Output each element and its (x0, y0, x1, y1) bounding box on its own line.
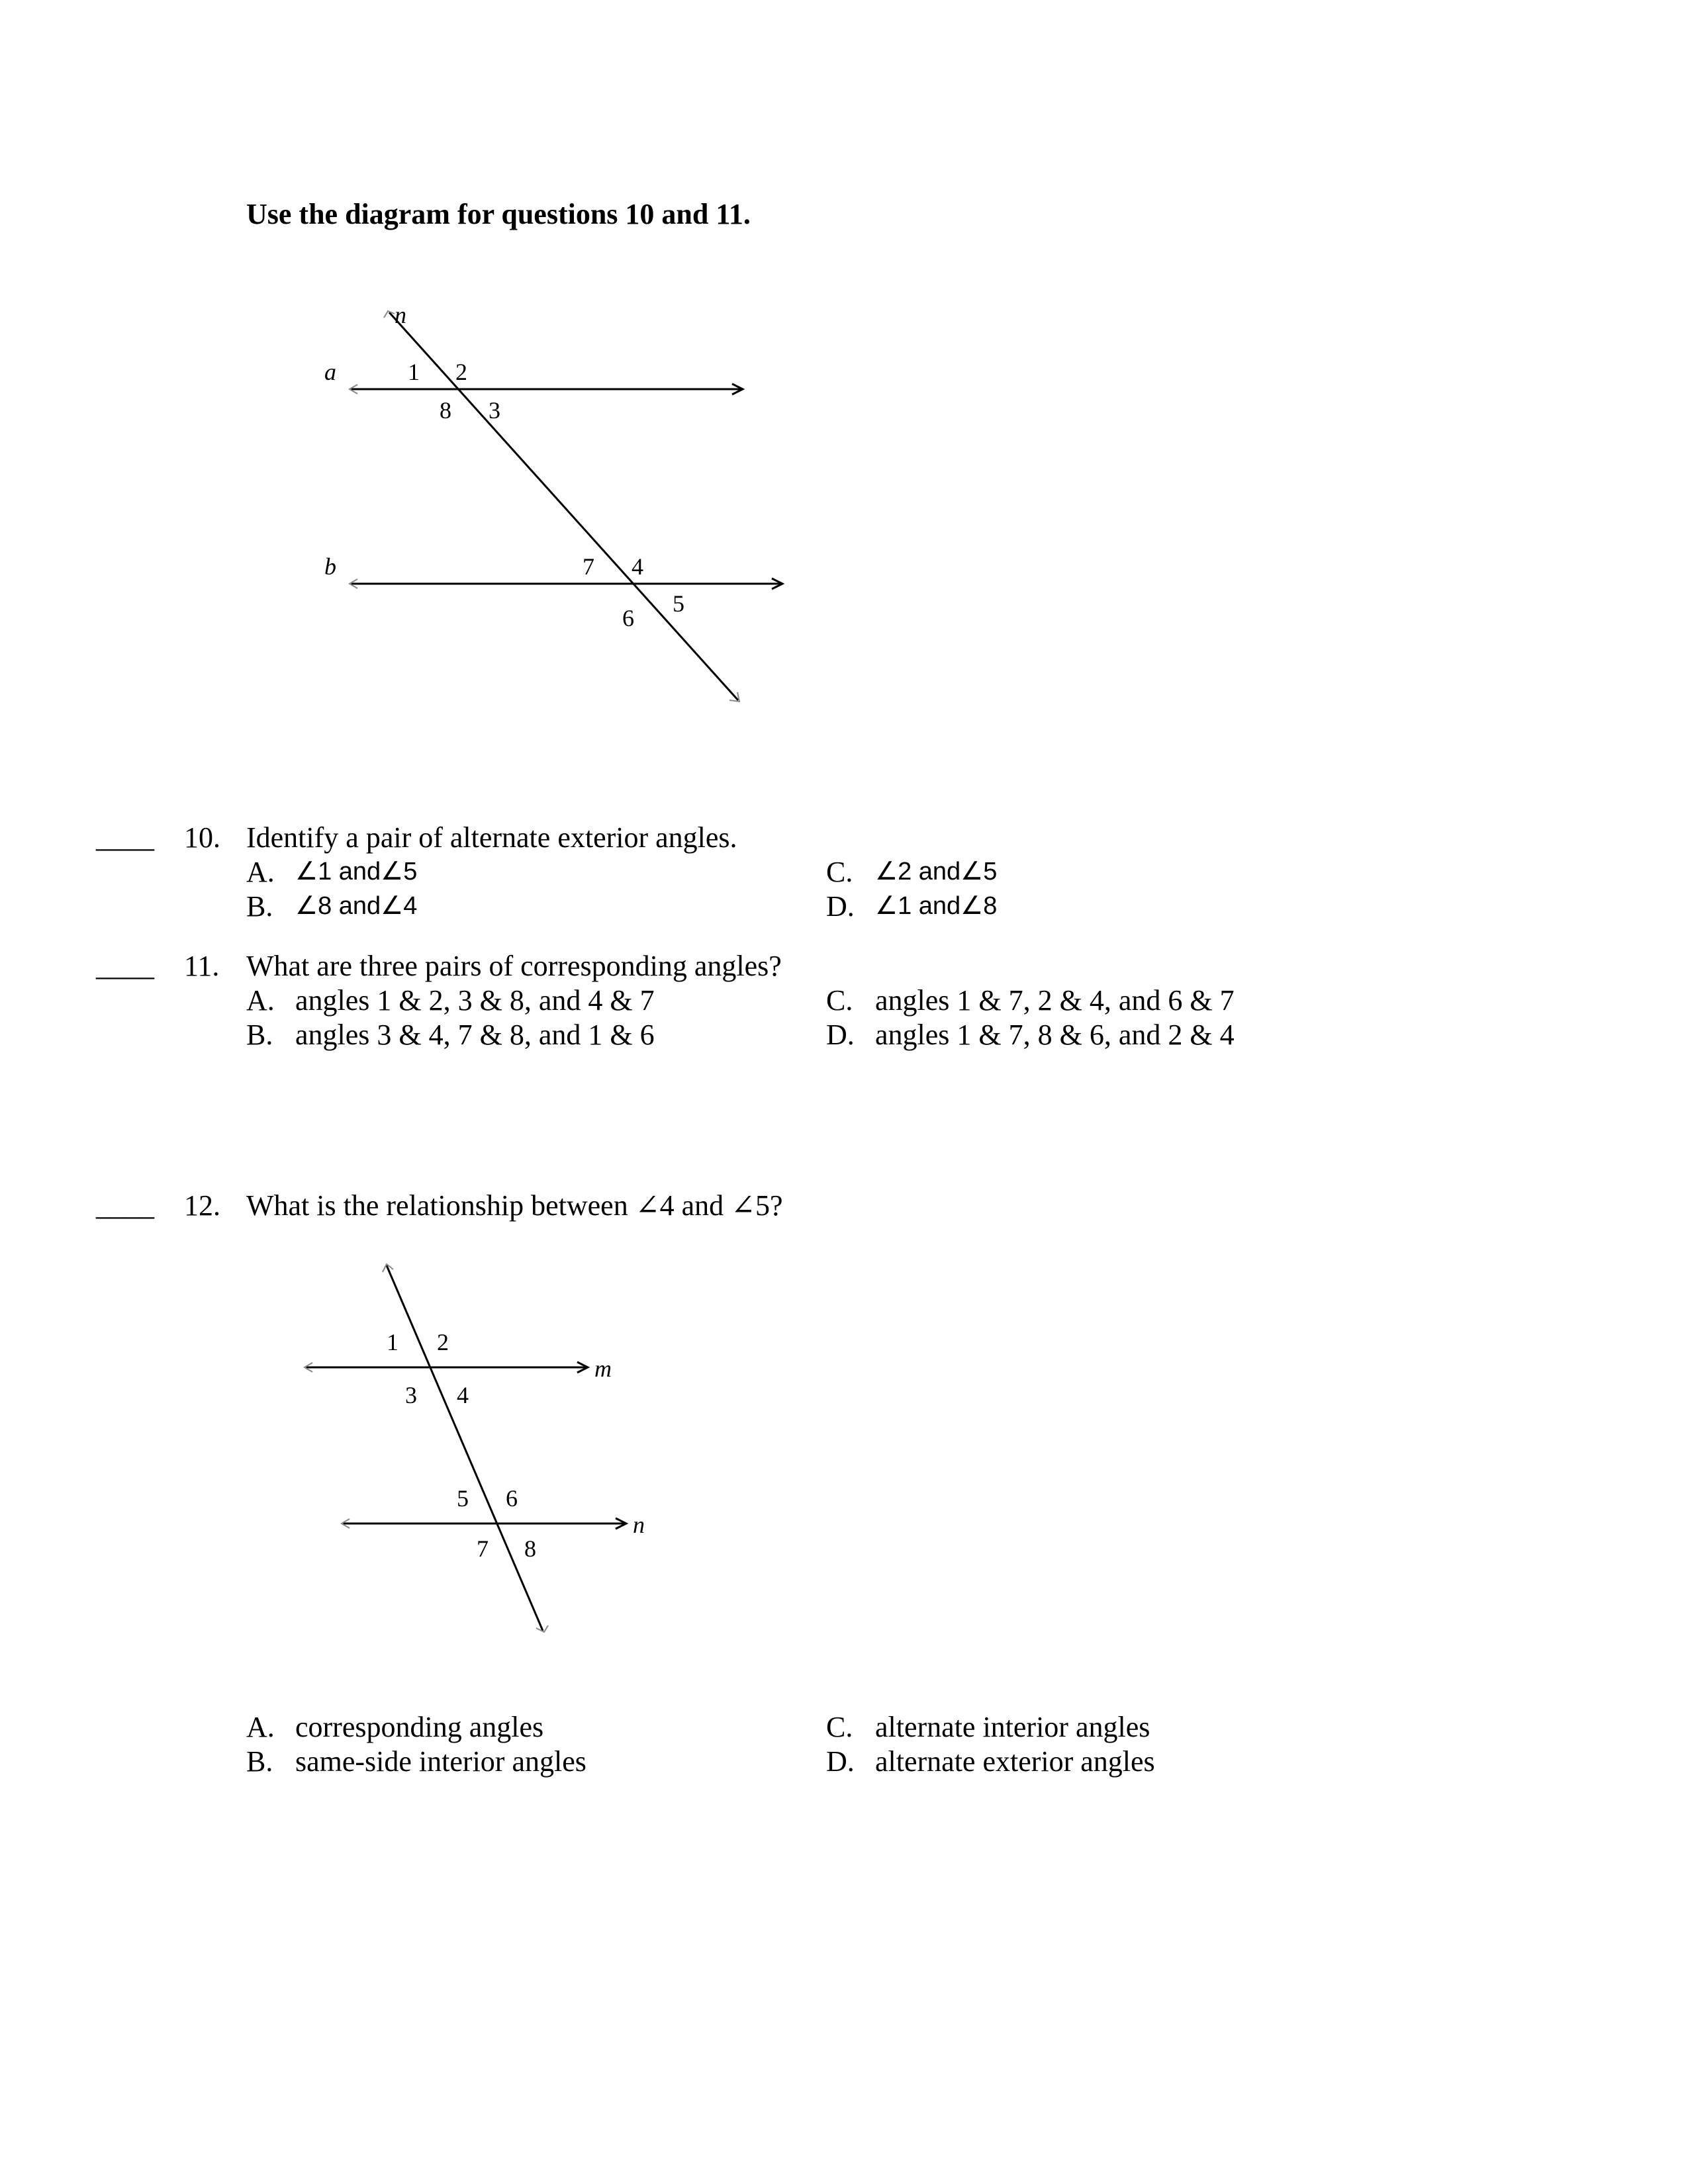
label-n: n (395, 302, 406, 328)
choice-text: ∠1 and∠5 (295, 858, 418, 886)
angle-label-2: 2 (437, 1329, 449, 1355)
answer-blank-10[interactable]: ____ (96, 821, 154, 854)
angle-label-2: 2 (455, 359, 467, 385)
angle-label-5: 5 (673, 590, 684, 617)
question-number-10: 10. (184, 821, 220, 854)
angle-label-6: 6 (622, 605, 634, 631)
choice-letter: C. (826, 1711, 853, 1743)
angle-label-4: 4 (632, 553, 643, 580)
question-text-10: Identify a pair of alternate exterior angles. (246, 821, 737, 854)
choice-letter: B. (246, 1019, 273, 1051)
label-n: n (633, 1512, 645, 1538)
choice-text: corresponding angles (295, 1711, 544, 1743)
angle-label-8: 8 (440, 397, 451, 424)
label-m: m (594, 1355, 612, 1382)
choice-text: ∠2 and∠5 (875, 858, 998, 886)
transversal (387, 1265, 543, 1631)
answer-blank-11[interactable]: ____ (96, 950, 154, 982)
angle-label-7: 7 (477, 1535, 489, 1562)
choice-letter: B. (246, 890, 273, 923)
question-text-11: What are three pairs of corresponding angles? (246, 950, 782, 982)
choice-letter: C. (826, 984, 853, 1017)
choice-letter: A. (246, 856, 275, 888)
angle-label-1: 1 (387, 1329, 399, 1355)
choice-text: angles 1 & 7, 8 & 6, and 2 & 4 (875, 1019, 1235, 1051)
angle-label-4: 4 (457, 1382, 469, 1408)
choice-letter: C. (826, 856, 853, 888)
label-b: b (324, 553, 336, 580)
choice-text: ∠8 and∠4 (295, 892, 418, 920)
choice-letter: A. (246, 984, 275, 1017)
angle-label-5: 5 (457, 1485, 469, 1512)
choice-text: ∠1 and∠8 (875, 892, 998, 920)
choice-letter: D. (826, 1019, 855, 1051)
choice-letter: A. (246, 1711, 275, 1743)
choice-text: angles 1 & 7, 2 & 4, and 6 & 7 (875, 984, 1235, 1017)
angle-label-7: 7 (583, 553, 594, 580)
angle-label-6: 6 (506, 1485, 518, 1512)
angle-label-1: 1 (408, 359, 420, 385)
angle-label-8: 8 (524, 1535, 536, 1562)
question-number-12: 12. (184, 1189, 220, 1222)
choice-text: alternate interior angles (875, 1711, 1150, 1743)
question-text-12: What is the relationship between ∠4 and ∠5? (246, 1189, 783, 1222)
label-a: a (324, 359, 336, 385)
choice-letter: D. (826, 890, 855, 923)
angle-label-3: 3 (405, 1382, 417, 1408)
choice-letter: B. (246, 1745, 273, 1778)
choice-letter: D. (826, 1745, 855, 1778)
instructions-heading: Use the diagram for questions 10 and 11. (246, 198, 751, 230)
angle-label-3: 3 (489, 397, 500, 424)
question-number-11: 11. (184, 950, 220, 982)
choice-text: alternate exterior angles (875, 1745, 1155, 1778)
choice-text: angles 3 & 4, 7 & 8, and 1 & 6 (295, 1019, 655, 1051)
choice-text: angles 1 & 2, 3 & 8, and 4 & 7 (295, 984, 655, 1017)
choice-text: same-side interior angles (295, 1745, 586, 1778)
answer-blank-12[interactable]: ____ (96, 1189, 154, 1222)
